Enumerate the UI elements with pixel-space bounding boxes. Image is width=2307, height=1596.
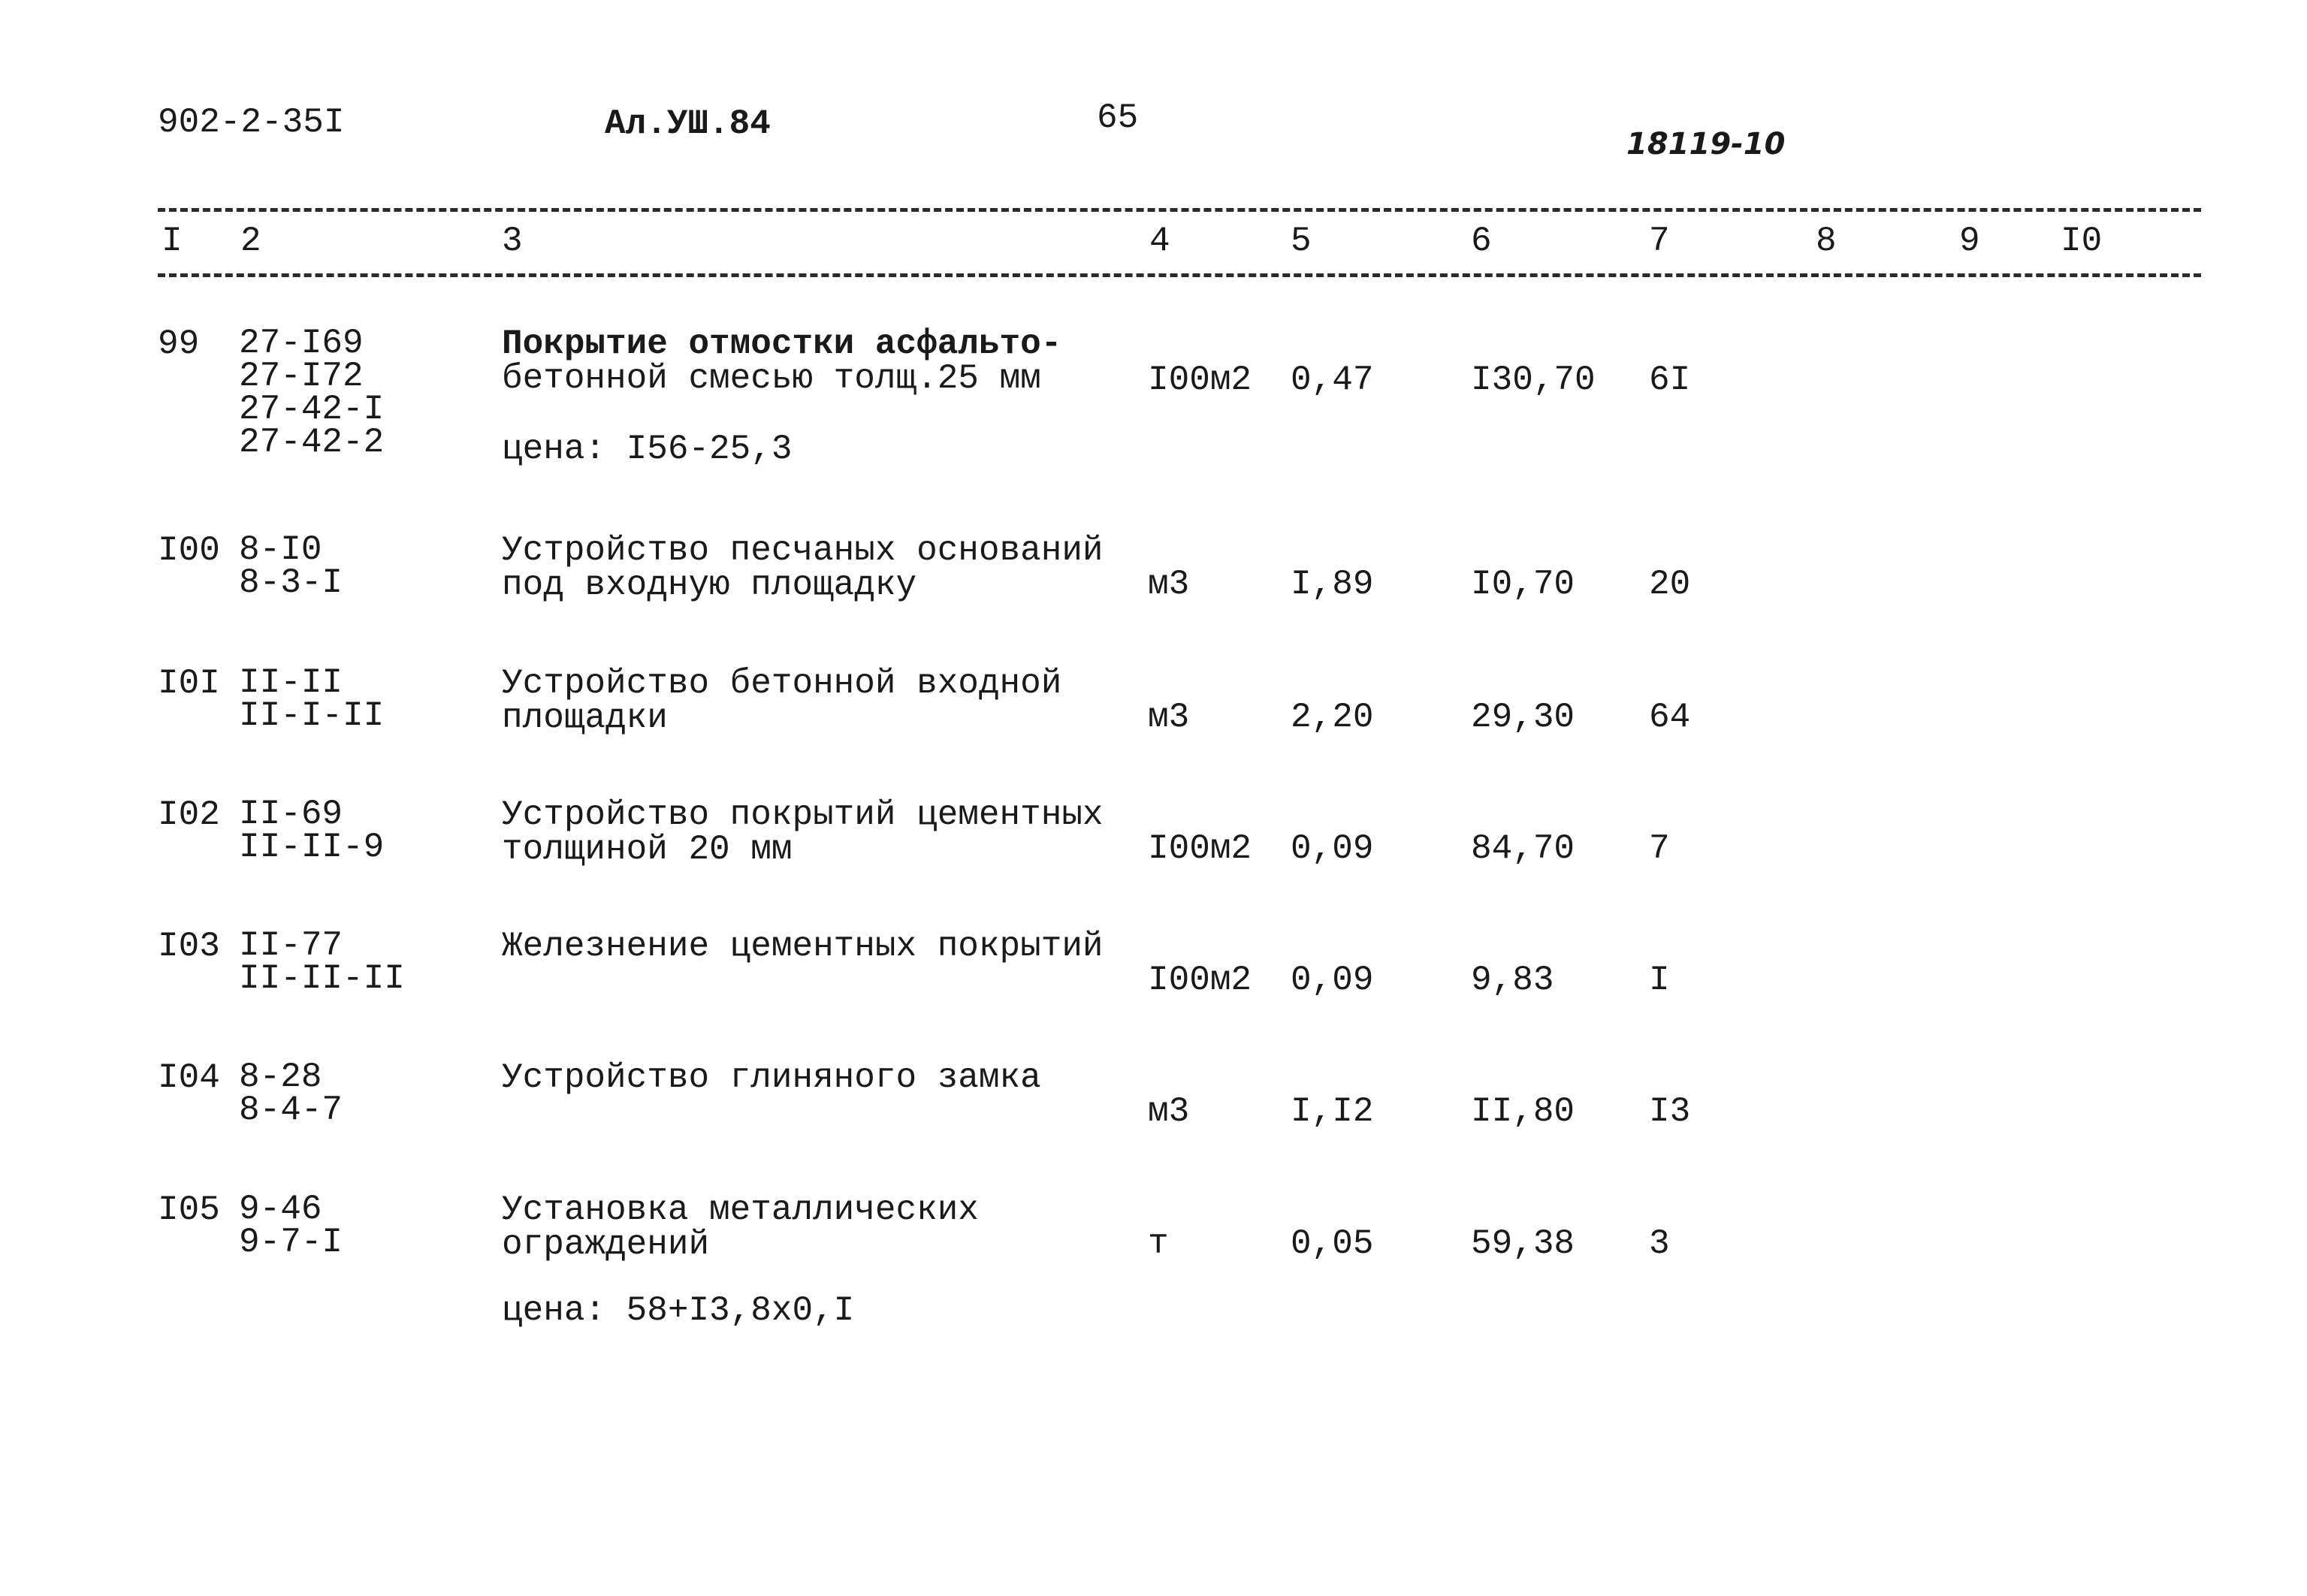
unit: I00м2 (1148, 829, 1252, 868)
unit-price: 9,83 (1471, 961, 1554, 1000)
unit: т (1148, 1224, 1169, 1263)
unit-price: I30,70 (1471, 361, 1596, 400)
rate-code: II-II (239, 663, 343, 702)
rate-code: 27-I69 (239, 324, 364, 363)
rate-code: II-I-II (239, 696, 385, 735)
quantity: I,89 (1291, 565, 1374, 604)
description-line: Устройство бетонной входной (502, 664, 1062, 703)
document-number: 902-2-35I (158, 103, 345, 142)
work-description (502, 1060, 1041, 1095)
work-description (502, 664, 1062, 738)
quantity: 0,47 (1291, 361, 1374, 400)
quantity: 0,09 (1291, 829, 1374, 868)
quantity: 0,05 (1291, 1224, 1374, 1263)
column-header-1: I (162, 222, 183, 261)
column-header-6: 6 (1471, 222, 1492, 261)
rate-code: 8-28 (239, 1057, 322, 1097)
total-cost: 6I (1649, 361, 1691, 400)
column-header-10: I0 (2061, 222, 2103, 261)
rate-code: 8-4-7 (239, 1091, 343, 1130)
total-cost: I3 (1649, 1092, 1691, 1131)
row-number: I05 (158, 1190, 220, 1229)
column-header-9: 9 (1959, 222, 1980, 261)
rate-code: II-77 (239, 926, 343, 965)
rate-codes (239, 795, 385, 867)
work-description (502, 795, 1104, 869)
rate-code: 9-7-I (239, 1223, 343, 1262)
description-line: бетонной смесью толщ.25 мм (502, 359, 1041, 398)
row-number: 99 (158, 324, 200, 364)
work-description (502, 324, 1062, 398)
unit-price: I0,70 (1471, 565, 1575, 604)
album-number: Ал.УШ.84 (605, 104, 771, 143)
quantity: 0,09 (1291, 961, 1374, 1000)
rate-code: 8-I0 (239, 530, 322, 569)
page-number: 65 (1097, 98, 1139, 137)
description-line: Железнение цементных покрытий (502, 927, 1104, 966)
rate-code: 27-42-I (239, 390, 385, 429)
total-cost: I (1649, 961, 1670, 1000)
column-header-7: 7 (1649, 222, 1670, 261)
unit: I00м2 (1148, 361, 1252, 400)
column-header-5: 5 (1291, 222, 1312, 261)
rate-codes (239, 663, 385, 735)
price-note: цена: I56-25,3 (502, 430, 793, 469)
total-cost: 64 (1649, 698, 1691, 737)
unit: м3 (1148, 698, 1190, 737)
rate-codes (239, 1190, 343, 1262)
work-description (502, 531, 1104, 605)
description-line: Устройство глиняного замка (502, 1058, 1041, 1097)
rate-code: II-69 (239, 795, 343, 834)
column-header-2: 2 (240, 222, 261, 261)
column-header-4: 4 (1149, 222, 1170, 261)
rate-codes (239, 926, 405, 998)
description-line: ограждений (502, 1225, 710, 1264)
rate-code: II-II-9 (239, 828, 385, 867)
description-line: Покрытие отмостки асфальто- (502, 324, 1062, 364)
column-header-8: 8 (1816, 222, 1837, 261)
row-number: I0I (158, 664, 220, 703)
total-cost: 7 (1649, 829, 1670, 868)
unit-price: 59,38 (1471, 1224, 1575, 1263)
total-cost: 3 (1649, 1224, 1670, 1263)
work-description (502, 1190, 979, 1264)
registration-stamp: 18119-10 (1626, 127, 1786, 161)
rate-code: 27-I72 (239, 357, 364, 396)
description-line: Установка металлических (502, 1190, 979, 1229)
rate-codes (239, 1057, 343, 1130)
row-number: I04 (158, 1058, 220, 1097)
rate-code: 8-3-I (239, 563, 343, 602)
unit: м3 (1148, 565, 1190, 604)
column-header-3: 3 (502, 222, 523, 261)
description-line: Устройство песчаных оснований (502, 531, 1104, 570)
rate-code: 27-42-2 (239, 423, 385, 462)
rate-code: II-II-II (239, 959, 405, 998)
rate-codes (239, 324, 385, 462)
quantity: 2,20 (1291, 698, 1374, 737)
quantity: I,I2 (1291, 1092, 1374, 1131)
description-line: толщиной 20 мм (502, 830, 793, 869)
header-bottom-rule (158, 273, 2201, 277)
description-line: под входную площадку (502, 566, 917, 605)
unit: I00м2 (1148, 961, 1252, 1000)
unit-price: II,80 (1471, 1092, 1575, 1131)
unit-price: 29,30 (1471, 698, 1575, 737)
unit-price: 84,70 (1471, 829, 1575, 868)
header-top-rule (158, 208, 2201, 212)
unit: м3 (1148, 1092, 1190, 1131)
row-number: I02 (158, 795, 220, 834)
rate-code: 9-46 (239, 1190, 322, 1229)
description-line: Устройство покрытий цементных (502, 795, 1104, 834)
rate-codes (239, 530, 343, 602)
row-number: I00 (158, 531, 220, 570)
total-cost: 20 (1649, 565, 1691, 604)
price-note: цена: 58+I3,8х0,I (502, 1291, 855, 1330)
description-line: площадки (502, 698, 668, 738)
row-number: I03 (158, 927, 220, 966)
work-description (502, 929, 1104, 964)
